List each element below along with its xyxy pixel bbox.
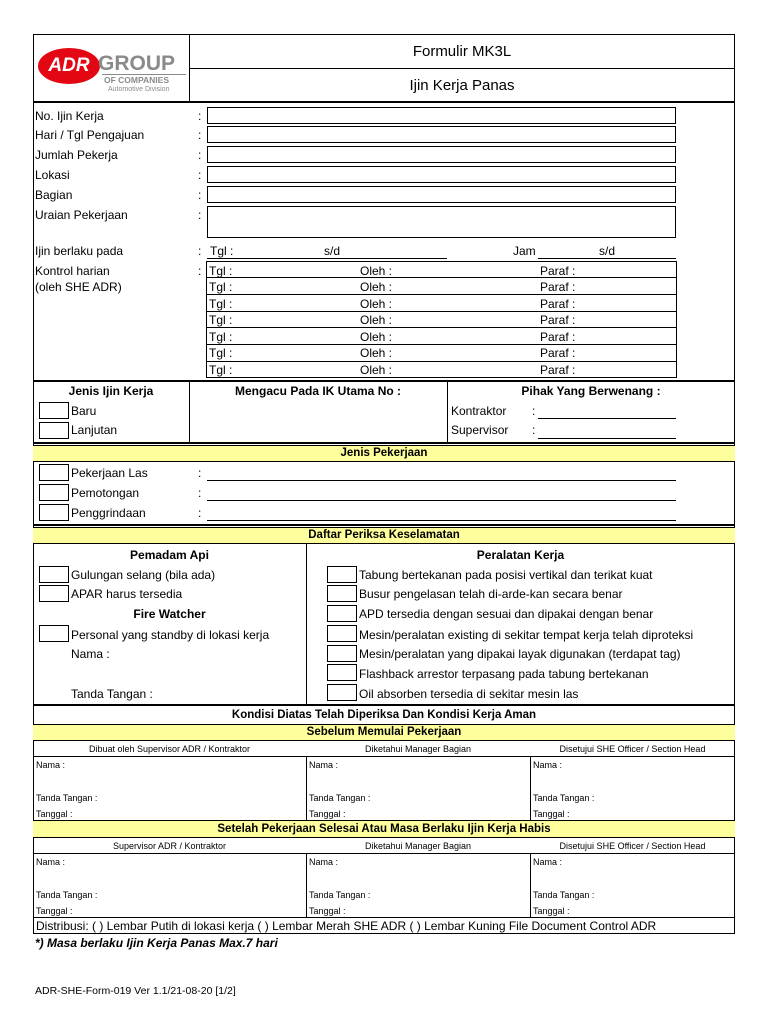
fire-ttd-label: Tanda Tangan : bbox=[71, 687, 153, 701]
kontrol-row-line bbox=[206, 277, 677, 278]
before-1-tanggal[interactable]: Tanggal : bbox=[36, 809, 73, 819]
pemotongan-checkbox[interactable] bbox=[39, 484, 69, 501]
logo-group-text: GROUP bbox=[98, 52, 176, 75]
after-2-ttd[interactable]: Tanda Tangan : bbox=[309, 890, 371, 900]
peralatan-3-label: APD tersedia dengan sesuai dan dipakai dengan benar bbox=[359, 607, 654, 621]
peralatan-4-label: Mesin/peralatan existing di sekitar tempat kerja telah diproteksi bbox=[359, 628, 694, 642]
label-ijin-berlaku: Ijin berlaku pada bbox=[35, 244, 124, 258]
kondisi-title: Kondisi Diatas Telah Diperiksa Dan Kondisi Kerja Aman bbox=[231, 709, 537, 721]
section-line bbox=[33, 704, 735, 706]
colon: : bbox=[198, 208, 202, 222]
header-mid-line bbox=[189, 68, 735, 69]
kontrol-row-line bbox=[206, 311, 677, 312]
kontrol-row-7-paraf[interactable]: Paraf : bbox=[540, 363, 576, 377]
baru-label: Baru bbox=[71, 404, 97, 418]
before-2-ttd[interactable]: Tanda Tangan : bbox=[309, 793, 371, 803]
after-2-tanggal[interactable]: Tanggal : bbox=[309, 906, 346, 916]
ijin-jam-line[interactable] bbox=[538, 258, 676, 259]
kontrol-row-5-tgl[interactable]: Tgl : bbox=[209, 330, 233, 344]
after-3-nama[interactable]: Nama : bbox=[533, 857, 563, 867]
gulungan-label: Gulungan selang (bila ada) bbox=[71, 568, 216, 582]
distribusi-text: Distribusi: ( ) Lembar Putih di lokasi kerja ( ) Lembar Merah SHE ADR ( ) Lembar Kuning File Document Control ADR bbox=[36, 919, 657, 933]
kontrol-row-line bbox=[206, 361, 677, 362]
after-col-divider bbox=[530, 853, 531, 917]
after-col-3-header: Disetujui SHE Officer / Section Head bbox=[559, 841, 706, 851]
pekerjaan-las-checkbox[interactable] bbox=[39, 464, 69, 481]
kontrol-row-7-tgl[interactable]: Tgl : bbox=[209, 363, 233, 377]
label-jumlah: Jumlah Pekerja bbox=[35, 148, 118, 162]
after-2-nama[interactable]: Nama : bbox=[309, 857, 339, 867]
fire-watcher-title: Fire Watcher bbox=[133, 607, 206, 621]
kontrol-row-3-tgl[interactable]: Tgl : bbox=[209, 297, 233, 311]
colon: : bbox=[198, 128, 202, 142]
before-2-tanggal[interactable]: Tanggal : bbox=[309, 809, 346, 819]
peralatan-2-label: Busur pengelasan telah di-arde-kan secara benar bbox=[359, 587, 623, 601]
kontrol-row-2-oleh[interactable]: Oleh : bbox=[360, 280, 393, 294]
kontrol-row-line bbox=[206, 344, 677, 345]
after-1-tanggal[interactable]: Tanggal : bbox=[36, 906, 73, 916]
penggrindaan-checkbox[interactable] bbox=[39, 504, 69, 521]
logo-companies-text: OF COMPANIES bbox=[104, 75, 170, 85]
kontrol-row-1-tgl[interactable]: Tgl : bbox=[209, 264, 233, 278]
mengacu-title: Mengacu Pada IK Utama No : bbox=[234, 384, 402, 398]
before-col-2-header: Diketahui Manager Bagian bbox=[364, 744, 472, 754]
lanjutan-label: Lanjutan bbox=[71, 423, 118, 437]
peralatan-title: Peralatan Kerja bbox=[476, 548, 565, 562]
peralatan-1-label: Tabung bertekanan pada posisi vertikal dan terikat kuat bbox=[359, 568, 653, 582]
before-3-tanggal[interactable]: Tanggal : bbox=[533, 809, 570, 819]
colon: : bbox=[198, 148, 202, 162]
before-3-ttd[interactable]: Tanda Tangan : bbox=[533, 793, 595, 803]
jenis-pekerjaan-title: Jenis Pekerjaan bbox=[33, 445, 735, 462]
form-code: Formulir MK3L bbox=[412, 43, 512, 60]
ijin-sd-label: s/d bbox=[324, 244, 341, 258]
peralatan-1-checkbox[interactable] bbox=[327, 566, 357, 583]
colon: : bbox=[532, 423, 536, 437]
kontrol-row-line bbox=[206, 327, 677, 328]
colon: : bbox=[532, 404, 536, 418]
colon: : bbox=[198, 168, 202, 182]
after-1-nama[interactable]: Nama : bbox=[36, 857, 66, 867]
kontrol-row-6-oleh[interactable]: Oleh : bbox=[360, 346, 393, 360]
pemotongan-line[interactable] bbox=[207, 500, 676, 501]
label-no-ijin: No. Ijin Kerja bbox=[35, 109, 104, 123]
ijin-tgl-line[interactable] bbox=[207, 258, 447, 259]
apar-label: APAR harus tersedia bbox=[71, 587, 183, 601]
before-col-1-header: Dibuat oleh Supervisor ADR / Kontraktor bbox=[88, 744, 251, 754]
colon: : bbox=[198, 506, 202, 520]
kontrol-row-2-paraf[interactable]: Paraf : bbox=[540, 280, 576, 294]
kontrol-row-line bbox=[206, 294, 677, 295]
kontrol-row-4-tgl[interactable]: Tgl : bbox=[209, 313, 233, 327]
before-col-divider bbox=[306, 756, 307, 820]
peralatan-7-checkbox[interactable] bbox=[327, 684, 357, 701]
label-oleh-she: (oleh SHE ADR) bbox=[35, 280, 122, 294]
section-line bbox=[33, 524, 735, 526]
pemadam-title: Pemadam Api bbox=[130, 548, 209, 562]
uraian-field[interactable] bbox=[207, 206, 676, 238]
before-1-ttd[interactable]: Tanda Tangan : bbox=[36, 793, 98, 803]
setelah-title: Setelah Pekerjaan Selesai Atau Masa Berlaku Ijin Kerja Habis bbox=[33, 820, 735, 838]
kontrol-row-3-oleh[interactable]: Oleh : bbox=[360, 297, 393, 311]
before-2-nama[interactable]: Nama : bbox=[309, 760, 339, 770]
after-col-2-header: Diketahui Manager Bagian bbox=[364, 841, 472, 851]
form-number: ADR-SHE-Form-019 Ver 1.1/21-08-20 [1/2] bbox=[35, 985, 236, 997]
ijin-jam-sd-label: s/d bbox=[599, 244, 616, 258]
kontraktor-line[interactable] bbox=[538, 418, 676, 419]
checklist-title: Daftar Periksa Keselamatan bbox=[33, 527, 735, 544]
kontrol-row-3-paraf[interactable]: Paraf : bbox=[540, 297, 576, 311]
kontrol-row-2-tgl[interactable]: Tgl : bbox=[209, 280, 233, 294]
kontrol-row-6-paraf[interactable]: Paraf : bbox=[540, 346, 576, 360]
supervisor-line[interactable] bbox=[538, 438, 676, 439]
kontrol-row-1-paraf[interactable]: Paraf : bbox=[540, 264, 576, 278]
peralatan-6-checkbox[interactable] bbox=[327, 664, 357, 681]
ijin-tgl-label: Tgl : bbox=[210, 244, 234, 258]
label-lokasi: Lokasi bbox=[35, 168, 70, 182]
before-header-line bbox=[33, 756, 735, 757]
kontraktor-label: Kontraktor bbox=[451, 404, 507, 418]
colon: : bbox=[198, 188, 202, 202]
jumlah-field[interactable] bbox=[207, 146, 676, 163]
form-title: Ijin Kerja Panas bbox=[409, 77, 515, 94]
logo-division-text: Automotive Division bbox=[108, 86, 170, 93]
kontrol-row-4-paraf[interactable]: Paraf : bbox=[540, 313, 576, 327]
no-ijin-field[interactable] bbox=[207, 107, 676, 124]
lanjutan-checkbox[interactable] bbox=[39, 422, 69, 439]
logo-adr-text: ADR bbox=[48, 55, 90, 76]
bagian-field[interactable] bbox=[207, 186, 676, 203]
before-col-3-header: Disetujui SHE Officer / Section Head bbox=[559, 744, 706, 754]
label-kontrol: Kontrol harian bbox=[35, 264, 110, 278]
kontrol-row-5-paraf[interactable]: Paraf : bbox=[540, 330, 576, 344]
section-line bbox=[33, 380, 735, 382]
label-hari-tgl: Hari / Tgl Pengajuan bbox=[35, 128, 145, 142]
sebelum-title: Sebelum Memulai Pekerjaan bbox=[33, 724, 735, 741]
before-3-nama[interactable]: Nama : bbox=[533, 760, 563, 770]
personal-checkbox[interactable] bbox=[39, 625, 69, 642]
after-col-1-header: Supervisor ADR / Kontraktor bbox=[112, 841, 227, 851]
kontrol-row-5-oleh[interactable]: Oleh : bbox=[360, 330, 393, 344]
penggrindaan-label: Penggrindaan bbox=[71, 506, 146, 520]
peralatan-5-checkbox[interactable] bbox=[327, 645, 357, 662]
lokasi-field[interactable] bbox=[207, 166, 676, 183]
peralatan-2-checkbox[interactable] bbox=[327, 585, 357, 602]
fire-nama-label: Nama : bbox=[71, 647, 110, 661]
before-col-divider bbox=[530, 756, 531, 820]
checklist-divider bbox=[306, 544, 307, 704]
peralatan-5-label: Mesin/peralatan yang dipakai layak digunakan (terdapat tag) bbox=[359, 647, 681, 661]
distribusi-line bbox=[33, 917, 735, 918]
before-1-nama[interactable]: Nama : bbox=[36, 760, 66, 770]
company-logo bbox=[36, 40, 186, 98]
section-line bbox=[33, 442, 735, 444]
kontrol-row-7-oleh[interactable]: Oleh : bbox=[360, 363, 393, 377]
colon: : bbox=[198, 109, 202, 123]
pihak-title: Pihak Yang Berwenang : bbox=[521, 384, 661, 398]
after-header-line bbox=[33, 853, 735, 854]
masa-berlaku-note: *) Masa berlaku Ijin Kerja Panas Max.7 hari bbox=[35, 936, 278, 950]
ijin-jam-label: Jam bbox=[513, 244, 536, 258]
after-3-tanggal[interactable]: Tanggal : bbox=[533, 906, 570, 916]
after-col-divider bbox=[306, 853, 307, 917]
kontrol-row-4-oleh[interactable]: Oleh : bbox=[360, 313, 393, 327]
kontrol-row-1-oleh[interactable]: Oleh : bbox=[360, 264, 393, 278]
header-bottom-line bbox=[33, 101, 735, 103]
peralatan-4-checkbox[interactable] bbox=[327, 625, 357, 642]
jenis-ijin-title: Jenis Ijin Kerja bbox=[68, 384, 154, 398]
hari-tgl-field[interactable] bbox=[207, 126, 676, 143]
peralatan-3-checkbox[interactable] bbox=[327, 605, 357, 622]
colon: : bbox=[198, 244, 202, 258]
apar-checkbox[interactable] bbox=[39, 585, 69, 602]
after-3-ttd[interactable]: Tanda Tangan : bbox=[533, 890, 595, 900]
peralatan-6-label: Flashback arrestor terpasang pada tabung bertekanan bbox=[359, 667, 649, 681]
baru-checkbox[interactable] bbox=[39, 402, 69, 419]
pekerjaan-las-line[interactable] bbox=[207, 480, 676, 481]
personal-label: Personal yang standby di lokasi kerja bbox=[71, 628, 270, 642]
colon: : bbox=[198, 486, 202, 500]
label-uraian: Uraian Pekerjaan bbox=[35, 208, 128, 222]
supervisor-label: Supervisor bbox=[451, 423, 509, 437]
label-bagian: Bagian bbox=[35, 188, 73, 202]
gulungan-checkbox[interactable] bbox=[39, 566, 69, 583]
pekerjaan-las-label: Pekerjaan Las bbox=[71, 466, 148, 480]
colon: : bbox=[198, 264, 202, 278]
colon: : bbox=[198, 466, 202, 480]
kontrol-row-6-tgl[interactable]: Tgl : bbox=[209, 346, 233, 360]
pemotongan-label: Pemotongan bbox=[71, 486, 140, 500]
peralatan-7-label: Oil absorben tersedia di sekitar mesin las bbox=[359, 687, 579, 701]
after-1-ttd[interactable]: Tanda Tangan : bbox=[36, 890, 98, 900]
penggrindaan-line[interactable] bbox=[207, 520, 676, 521]
